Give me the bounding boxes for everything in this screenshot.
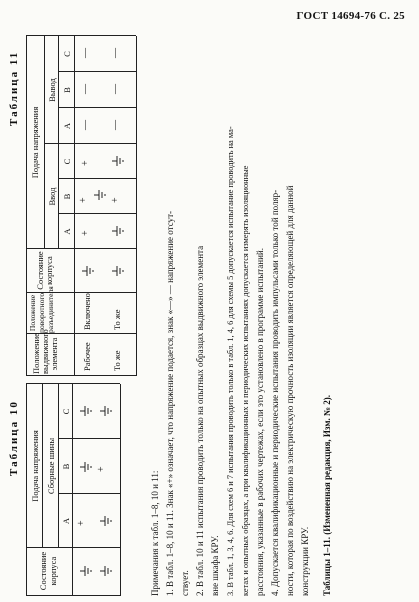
t11-r1-pos: Рабочее bbox=[82, 342, 92, 371]
plus-icon: + bbox=[80, 160, 91, 166]
note-line: ности, которая по воздействию на электрическую прочность изоляции является определяющей для данной bbox=[285, 185, 295, 596]
plus-icon: + bbox=[78, 197, 89, 203]
amendment-note: Таблицы 1–11. (Измененная редакция, Изм. № 2). bbox=[322, 394, 332, 596]
note-line: 4. Допускается квалификационные и периодические испытания проводить импульсами только той поляр- bbox=[270, 189, 280, 596]
t10-h-common: Сборные шины bbox=[46, 437, 56, 495]
t11-col-c-in: C bbox=[62, 158, 72, 165]
dash-icon: — bbox=[110, 120, 121, 130]
ground-icon bbox=[94, 190, 106, 200]
plus-icon: + bbox=[96, 466, 107, 472]
ground-icon bbox=[100, 406, 112, 416]
t11-r2-switch: То же bbox=[112, 309, 122, 330]
note-line: вне шкафа КРУ. bbox=[210, 535, 220, 596]
dash-icon: — bbox=[80, 48, 91, 58]
table11-title: Таблица 11 bbox=[8, 50, 20, 126]
dash-icon: — bbox=[80, 120, 91, 130]
page-header: ГОСТ 14694-76 С. 25 bbox=[296, 10, 405, 22]
note-line: 3. В табл. 1, 3, 4, 6. Для схем 6 и 7 испытания проводить только в табл. 1, 4, 6 для схемы 5 допускается испытание проводить на ма- bbox=[226, 126, 235, 596]
t11-col-c-out: C bbox=[62, 51, 72, 57]
note-line: 2. В табл. 10 и 11 испытания проводить только на опытных образцах выдвижного элемента bbox=[195, 245, 205, 596]
t11-h-in: Ввод bbox=[47, 187, 57, 206]
ground-icon bbox=[112, 226, 124, 236]
t10-h-state: Состояние корпуса bbox=[38, 551, 58, 591]
t10-col-a: A bbox=[61, 517, 71, 525]
t11-col-a-in: A bbox=[62, 228, 72, 235]
t11-col-a-out: A bbox=[62, 122, 72, 130]
t11-col-b-in: B bbox=[62, 193, 72, 200]
dash-icon: — bbox=[110, 84, 121, 94]
note-line: 1. В табл. 1–8, 10 и 11. Знак «+» означает, что напряжение подается, знак «—» — напряжение отсут- bbox=[165, 210, 175, 596]
note-line: Примечания к табл. 1–8, 10 и 11: bbox=[150, 470, 160, 596]
dash-icon: — bbox=[110, 48, 121, 58]
rotated-page-content bbox=[8, 36, 413, 596]
ground-icon bbox=[80, 462, 92, 472]
t11-h-pos: Положение выдвижного элемента bbox=[31, 329, 59, 374]
dash-icon: — bbox=[80, 84, 91, 94]
t11-r2-pos: То же bbox=[112, 350, 122, 371]
t11-h-switch: Положение поворотного разъединителя bbox=[28, 286, 55, 333]
t11-col-b-out: B bbox=[62, 87, 72, 93]
ground-icon bbox=[112, 156, 124, 166]
t11-h-supply: Подача напряжения bbox=[30, 106, 40, 179]
ground-icon bbox=[100, 566, 112, 576]
plus-icon: + bbox=[80, 230, 91, 236]
t11-r1-switch: Включено bbox=[82, 293, 92, 330]
ground-icon bbox=[80, 566, 92, 576]
plus-icon: + bbox=[110, 197, 121, 203]
t11-h-state: Состояние корпуса bbox=[35, 251, 54, 290]
t10-col-c: C bbox=[61, 408, 71, 415]
note-line: расстояния, указанные в рабочих чертежах, если это установлено в программе испытаний. bbox=[255, 248, 265, 596]
plus-icon: + bbox=[76, 520, 87, 526]
ground-icon bbox=[82, 266, 94, 276]
table10-title: Таблица 10 bbox=[8, 400, 20, 476]
t11-h-out: Вывод bbox=[47, 78, 57, 102]
t10-h-supply: Подача напряжения bbox=[30, 430, 40, 502]
ground-icon bbox=[80, 406, 92, 416]
note-line: ствует. bbox=[180, 570, 190, 596]
note-line: конструкции КРУ. bbox=[300, 526, 310, 596]
ground-icon bbox=[112, 266, 124, 276]
t10-col-b: B bbox=[61, 463, 71, 470]
note-line: кетах и опытных образцах, а при квалификационных и периодических испытаниях допускается измерять изоляционные bbox=[241, 165, 250, 596]
ground-icon bbox=[100, 516, 112, 526]
